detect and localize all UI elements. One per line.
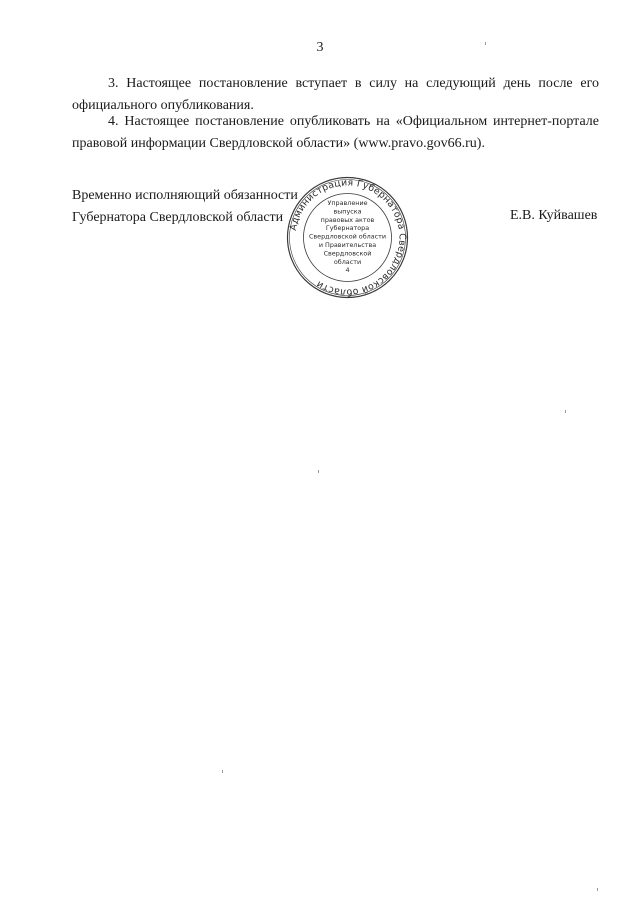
signature-title-line2: Губернатора Свердловской области	[72, 210, 284, 225]
signature-title-line1: Временно исполняющий обязанности	[72, 188, 298, 203]
paragraph-4: 4. Настоящее постановление опубликовать на «Официальном интернет-портале правовой информации Свердловской области» (www.pravo.gov66.ru).	[72, 114, 599, 151]
stamp-ring-text: Администрация Губернатора Свердловской области	[287, 177, 408, 298]
scan-speck	[485, 42, 486, 45]
scan-speck	[222, 770, 223, 773]
paragraph-3: 3. Настоящее постановление вступает в силу на следующий день после его официального опубликования.	[72, 76, 599, 113]
stamp-center-line: правовых актов	[320, 215, 375, 224]
page-number: 3	[316, 40, 324, 55]
stamp-center-line: Свердловской	[323, 249, 372, 258]
scan-speck	[565, 410, 566, 413]
scan-speck	[318, 470, 319, 473]
stamp-center-line: Свердловской области	[308, 232, 387, 241]
official-seal-stamp	[285, 175, 410, 300]
stamp-center-line: Управление	[327, 199, 368, 207]
stamp-center-line: Губернатора	[325, 224, 370, 233]
stamp-center-line: выпуска	[333, 207, 362, 216]
stamp-center-line: и Правительства	[318, 241, 377, 249]
scan-speck	[597, 888, 598, 891]
signature-name: Е.В. Куйвашев	[510, 208, 598, 223]
stamp-center-line: 4	[345, 266, 350, 275]
signature-title	[72, 185, 298, 229]
stamp-center-line: области	[333, 257, 362, 266]
